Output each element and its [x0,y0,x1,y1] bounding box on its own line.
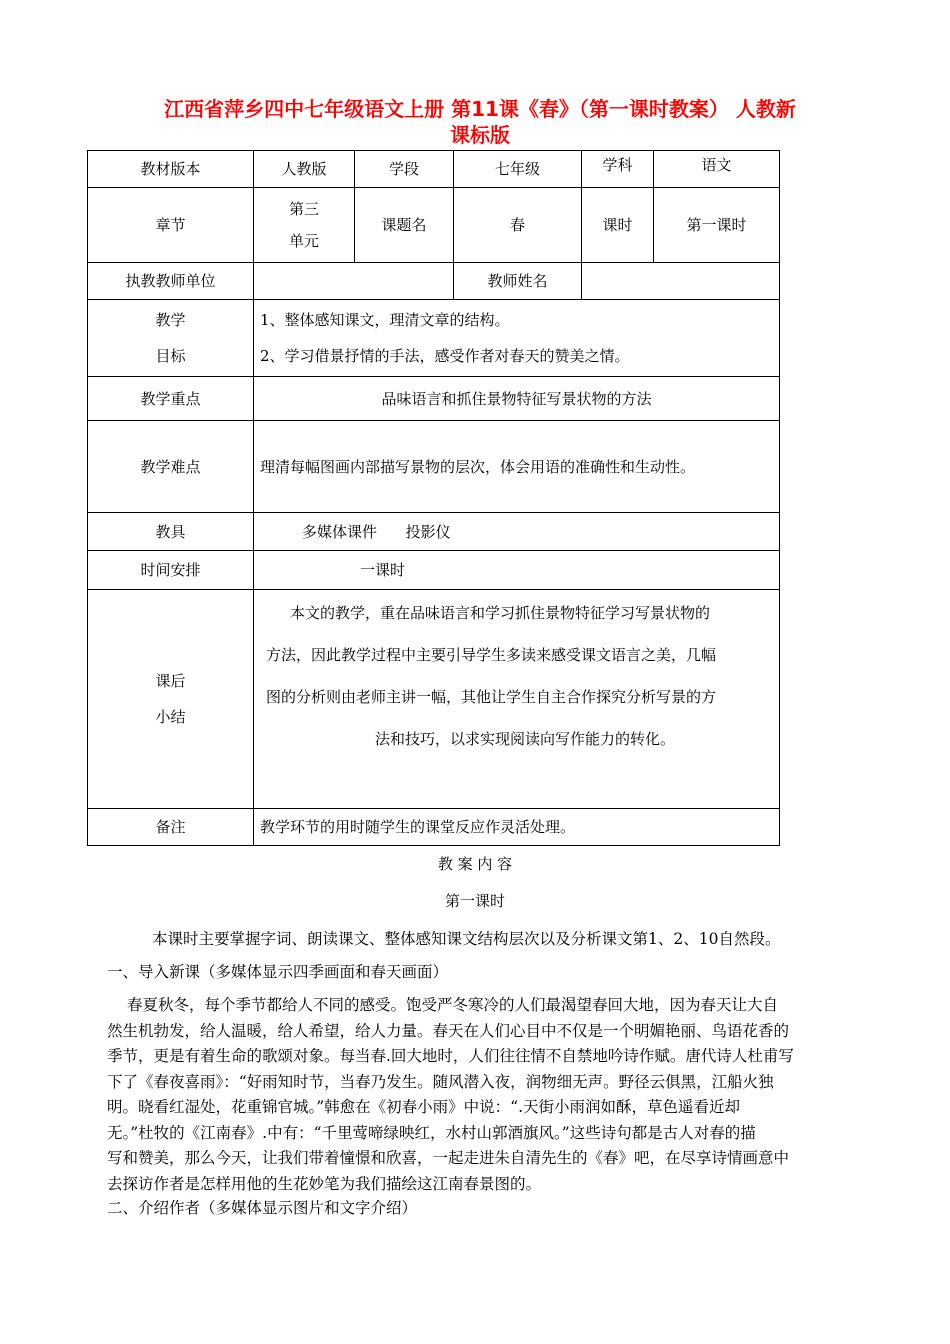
body-line: 下了《春夜喜雨》：“好雨知时节，当春乃发生。随风潜入夜，润物细无声。野径云俱黑，江船火独 [107,1072,774,1091]
cell-teacher-name-label: 教师姓名 [454,263,582,300]
body-line: 春夏秋冬，每个季节都给人不同的感受。饱受严冬寒冷的人们最渴望春回大地，因为春天让大自 [127,996,779,1014]
cell-chapter-value [254,188,355,263]
summary-label-line-1: 课后 [155,672,186,690]
cell-stage-value: 七年级 [454,151,582,188]
cell-textbook-value: 人教版 [254,151,355,188]
cell-focus-label: 教学重点 [88,377,254,421]
title-line-1: 江西省萍乡四中七年级语文上册 第11课《春》（第一课时教案） 人教新 [164,97,796,121]
summary-line-1: 本文的教学，重在品味语言和学习抓住景物特征学习写景状物的 [290,604,711,622]
section-heading-2: 二、介绍作者（多媒体显示图片和文字介绍） [107,1199,418,1217]
lesson-plan-table [87,150,780,846]
time-text: 一课时 [360,561,406,579]
body-paragraph [107,993,852,1197]
title-line-2: 课标版 [450,123,510,147]
cell-stage-label: 学段 [355,151,454,188]
cell-goal-value [254,300,780,377]
cell-topic-label: 课题名 [355,188,454,263]
chapter-line-1: 第三 [288,200,319,218]
cell-topic-value: 春 [454,188,582,263]
cell-subject-label: 学科 [582,151,654,188]
cell-note-value: 教学环节的用时随学生的课堂反应作灵活处理。 [254,809,780,846]
tools-text: 多媒体课件 投影仪 [302,522,451,541]
cell-goal-label [88,300,254,377]
body-line: 去探访作者是怎样用他的生花妙笔为我们描绘这江南春景图的。 [107,1174,542,1193]
table-row [88,300,780,377]
body-line: 明。晓看红湿处，花重锦官城。”韩愈在《初春小雨》中说：“.天街小雨润如酥，草色遥看近却 [107,1098,741,1116]
cell-tools-value [254,513,780,551]
body-line: 然生机勃发，给人温暖，给人希望，给人力量。春天在人们心目中不仅是一个明媚艳丽、鸟语花香的 [107,1021,790,1040]
body-line: 无。”杜牧的《江南春》.中有：“千里莺啼绿映红，水村山郭酒旗风。”这些诗句都是古人对春的描 [107,1123,756,1142]
cell-difficulty-label: 教学难点 [88,421,254,513]
table-row [88,377,780,421]
cell-period-label: 课时 [582,188,654,263]
goal-item-2: 2、学习借景抒情的手法，感受作者对春天的赞美之情。 [260,347,630,365]
cell-teacher-unit-value [254,263,454,300]
table-row [88,590,780,809]
cell-teacher-unit-label: 执教教师单位 [88,263,254,300]
cell-difficulty-value: 理清每幅图画内部描写景物的层次，体会用语的准确性和生动性。 [254,421,780,513]
cell-period-value: 第一课时 [654,188,780,263]
table-row [88,551,780,590]
goal-label-line-2: 目标 [155,347,186,365]
table-row [88,513,780,551]
cell-summary-value [254,590,780,809]
goal-label-line-1: 教学 [155,311,186,329]
summary-label-line-2: 小结 [155,708,186,726]
cell-summary-label [88,590,254,809]
table-row [88,188,780,263]
table-row [88,809,780,846]
cell-note-label: 备注 [88,809,254,846]
table-row [88,151,780,188]
section-heading-1: 一、导入新课（多媒体显示四季画面和春天画面） [107,963,449,981]
cell-time-value [254,551,780,590]
lesson-heading: 第一课时 [444,892,505,910]
cell-chapter-label: 章节 [88,188,254,263]
content-heading: 教 案 内 容 [437,855,513,873]
cell-tools-label: 教具 [88,513,254,551]
summary-line-4: 法和技巧，以求实现阅读向写作能力的转化。 [375,730,676,748]
goal-item-1: 1、整体感知课文，理清文章的结构。 [260,311,510,329]
table-row [88,421,780,513]
body-line: 写和赞美，那么今天，让我们带着憧憬和欣喜，一起走进朱自清先生的《春》吧，在尽享诗情画意中 [107,1149,790,1167]
summary-line-3: 图的分析则由老师主讲一幅，其他让学生自主合作探究分析写景的方 [266,688,717,706]
body-line: 季节，更是有着生命的歌颂对象。每当春.回大地时，人们往往情不自禁地吟诗作赋。唐代诗人杜甫写 [107,1047,794,1065]
cell-subject-value: 语文 [654,151,780,188]
intro-paragraph: 本课时主要掌握字词、朗读课文、整体感知课文结构层次以及分析课文第1、2、10自然段。 [152,930,781,948]
summary-line-2: 方法，因此教学过程中主要引导学生多读来感受课文语言之美，几幅 [266,646,717,664]
cell-teacher-name-value [582,263,780,300]
cell-focus-value: 品味语言和抓住景物特征写景状物的方法 [254,377,780,421]
table-row [88,263,780,300]
chapter-line-2: 单元 [288,232,319,250]
cell-time-label: 时间安排 [88,551,254,590]
cell-textbook-label: 教材版本 [88,151,254,188]
document-title [100,96,860,148]
